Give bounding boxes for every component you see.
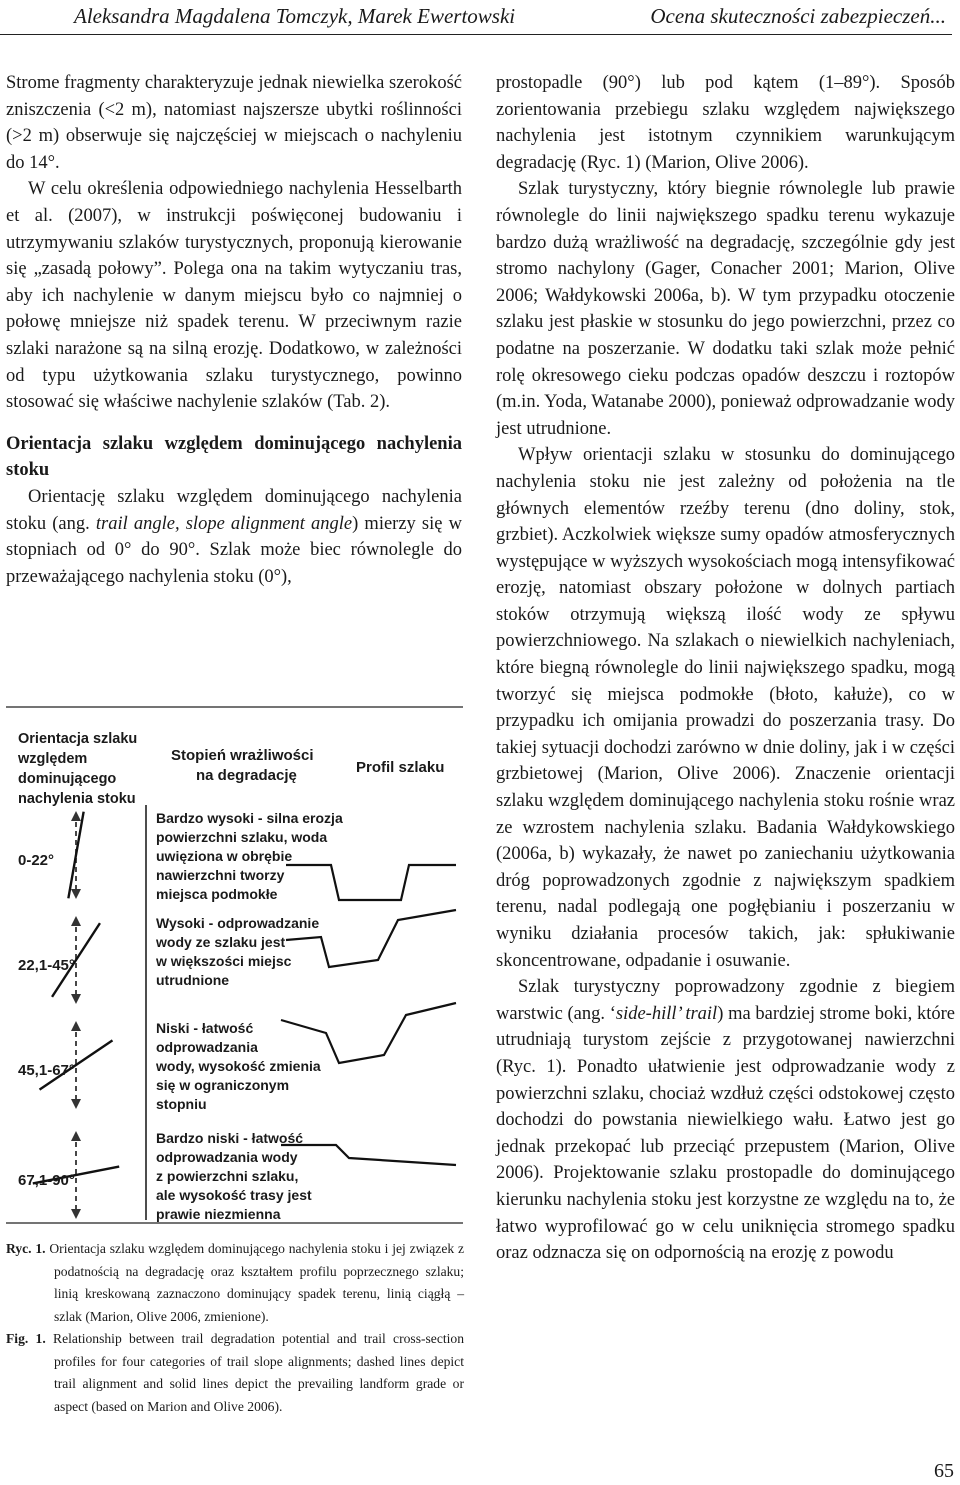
caption-english-text: Relationship between trail degradation potential and trail cross-section profiles for four categories of trail slope alignments; dashed lines depict trail alignment and solid lines depict the prevailing landform grade or aspect (based on Marion and Olive 2006). [53,1331,465,1414]
figure-1-diagram [6,705,463,1225]
left-paragraph-2: W celu określenia odpowiedniego nachylenia Hesselbarth et al. (2007), w instrukcji poświęconej budowaniu i utrzymywaniu szlaków turystycznych, proponują kierowanie się „zasadą połowy”. Polega ona na takim wytyczaniu tras, aby ich nachylenie w danym miejscu było co najmniej o połowę mniejsze niż spadek terenu. W przeciwnym razie szlaki narażone są na silną erozję. Dodatkowo, w zależności od typu użytkowania szlaku turystycznego, powinno stosować się właściwe nachylenie szlaków (Tab. 2). [6,179,462,413]
right-paragraph-3: Wpływ orientacji szlaku w stosunku do dominującego nachylenia stoku nie jest zależny od położenia na tle głównych elementów rzeźby terenu (dno doliny, stok, grzbiet). Aczkolwiek większe sumy opadów atmosferycznych występujące w wyższych wysokościach mogą intensyfikować erozję, natomiast obszary położone w dolnych partiach stoków otrzymują większą ilość wody ze spływu powierzchniowego. Na szlakach o niewielkich nachyleniach, które biegną równolegle do linii największego spadku, mogą tworzyć się miejsca podmokłe (błoto, kałuże), co w przypadku ich omijania prowadzi do poszerzania trasy. Do takiej sytuacji dochodzi zarówno w dnie doliny, jak i w części grzbietowej (Marion, Olive 2006). Znaczenie orientacji szlaku względem dominującego nachylenia stoku rośnie wraz ze wzrostem nachylenia szlaku. Badania Wałdykowskiego (2006a, b) wykazały, że nawet po zaniechaniu użytkowania dróg poprowadzonych zgodnie z największym spadkiem terenu, nadal podlegają one pogłębianiu i poszerzaniu w wyniku działania procesów takich, jak: spłukiwanie skoncentrowane, odpadanie i osuwanie. [496,445,955,971]
right-paragraph-4 [496,974,955,1267]
slope-arrowhead-up [71,916,81,926]
figure-header-sensitivity-line: Stopień wrażliwości [171,747,314,764]
left-paragraph-3-end: ) mierzy się w stopniach od 0° do 90°. Szlak może biec równolegle do przeważającego nachylenia stoku (0°), [6,513,462,587]
figure-sensitivity-description: nawierzchni tworzy [156,867,285,883]
figure-sensitivity-description: ale wysokość trasy jest [156,1187,312,1203]
page-number: 65 [934,1460,954,1482]
running-header [0,0,952,35]
section-heading: Orientacja szlaku względem dominującego nachylenia stoku [6,433,462,481]
figure-header-sensitivity-line: na degradację [196,767,297,784]
figure-sensitivity-description: prawie niezmienna [156,1206,281,1222]
left-column [6,70,462,590]
trail-profile-shape [281,1145,456,1165]
figure-header-orientation-line: dominującego [18,771,117,787]
figure-header-orientation-line: nachylenia stoku [18,791,136,807]
caption-polish-text: Orientacja szlaku względem dominującego nachylenia stoku i jej związek z podatnością na degradację oraz kształtem profilu poprzecznego szlaku; linią kreskowaną zaznaczono dominujący spadek terenu, linią ciągłą – szlak (Marion, Olive 2006, zmienione). [49,1241,464,1324]
figure-sensitivity-description: utrudnione [156,972,230,988]
figure-sensitivity-description: w większości miejsc [156,953,292,969]
figure-sensitivity-description: odprowadzania [156,1039,258,1055]
figure-sensitivity-description: wody, wysokość zmienia [156,1058,321,1074]
figure-angle-range: 45,1-67° [18,1062,75,1079]
right-paragraph-4-start: Szlak turystyczny poprowadzony zgodnie z biegiem warstwic (ang. ‘ [496,977,955,1024]
left-paragraph-3 [6,484,462,590]
figure-header-orientation-line: względem [18,751,88,767]
trail-profile-shape [281,1003,456,1063]
right-paragraph-1: prostopadle (90°) lub pod kątem (1–89°). Sposób zorientowania przebiegu szlaku względem największego nachylenia jest istotnym czynnikiem warunkującym degradację (Ryc. 1) (Marion, Olive 2006). [496,73,955,173]
slope-arrowhead-up [71,1131,81,1141]
left-paragraph-3-italic: trail angle, slope alignment angle [95,513,353,534]
caption-english-label: Fig. 1. [6,1331,46,1346]
right-paragraph-4-italic: side-hill’ trail [615,1003,718,1024]
figure-1 [6,705,463,1225]
figure-sensitivity-description: Bardzo niski - łatwość [156,1130,304,1146]
slope-arrowhead-up [71,811,81,821]
right-paragraph-2: Szlak turystyczny, który biegnie równolegle lub prawie równolegle do linii największego spadku terenu wykazuje bardzo dużą wrażliwość na degradację, szczególnie gdy jest stromo nachylony (Gager, Conacher 2001; Marion, Olive 2006; Wałdykowski 2006a, b). W tym przypadku otoczenie szlaku jest płaskie w stosunku do jego powierzchni, przez co podatne na poszerzanie. W dodatku taki szlak może pełnić rolę okresowego cieku podczas opadów deszczu i roztopów (m.in. Yoda, Watanabe 2000), ponieważ odprowadzanie wody jest utrudnione. [496,179,956,439]
figure-header-profile: Profil szlaku [356,759,445,776]
slope-arrowhead-down [71,994,81,1004]
figure-sensitivity-description: Wysoki - odprowadzanie [156,915,320,931]
figure-angle-range: 22,1-45° [18,957,75,974]
right-column [496,70,955,1267]
slope-arrowhead-up [71,1021,81,1031]
header-short-title: Ocena skuteczności zabezpieczeń... [650,4,946,28]
slope-arrowhead-down [71,1209,81,1219]
figure-sensitivity-description: powierzchni szlaku, woda [156,829,328,845]
left-paragraph-1: Strome fragmenty charakteryzuje jednak niewielka szerokość zniszczenia (<2 m), natomiast najszersze ubytki roślinności (>2 m) obserwuje się najczęściej w miejscach o nachyleniu do 14°. [6,73,462,173]
caption-polish-label: Ryc. 1. [6,1241,46,1256]
slope-arrowhead-down [71,889,81,899]
figure-sensitivity-description: Bardzo wysoki - silna erozja [156,810,343,826]
figure-sensitivity-description: uwięziona w obrębie [156,848,293,864]
figure-sensitivity-description: miejsca podmokłe [156,886,278,902]
figure-sensitivity-description: Niski - łatwość [156,1020,254,1036]
figure-sensitivity-description: z powierzchni szlaku, [156,1168,299,1184]
figure-sensitivity-description: się w ograniczonym [156,1077,290,1093]
figure-header-orientation-line: Orientacja szlaku [18,731,138,747]
right-paragraph-4-end: ) ma bardziej strome boki, które utrudniają turystom zejście z przygotowanej nawierzchni (Ryc. 1). Ponadto ułatwienie jest odprowadzanie wody z powierzchni szlaku, chociaż wzdłuż części odstokowej często dochodzi do powstania niewielkiego wału. Łatwo jest go jednak przekopać lub przeciąć przepustem (Marion, Olive 2006). Projektowanie szlaku prostopadle do dominującego kierunku nachylenia stoku jest korzystne ze względu na to, że łatwo wyprofilować go w celu uniknięcia stromego spadku oraz odznacza się on odpornością na erozję z powodu [496,1003,955,1264]
figure-angle-range: 0-22° [18,852,55,869]
figure-sensitivity-description: stopniu [156,1096,207,1112]
caption-polish [6,1238,464,1328]
left-paragraph-3-start: Orientację szlaku względem dominującego nachylenia stoku (ang. [6,486,462,534]
figure-sensitivity-description: odprowadzania wody [156,1149,298,1165]
figure-angle-range: 67,1-90° [18,1172,75,1189]
figure-sensitivity-description: wody ze szlaku jest [156,934,286,950]
caption-english [6,1328,464,1418]
header-authors: Aleksandra Magdalena Tomczyk, Marek Ewertowski [74,4,516,28]
figure-caption [6,1238,464,1418]
slope-arrowhead-down [71,1099,81,1109]
trail-profile-shape [286,865,456,900]
